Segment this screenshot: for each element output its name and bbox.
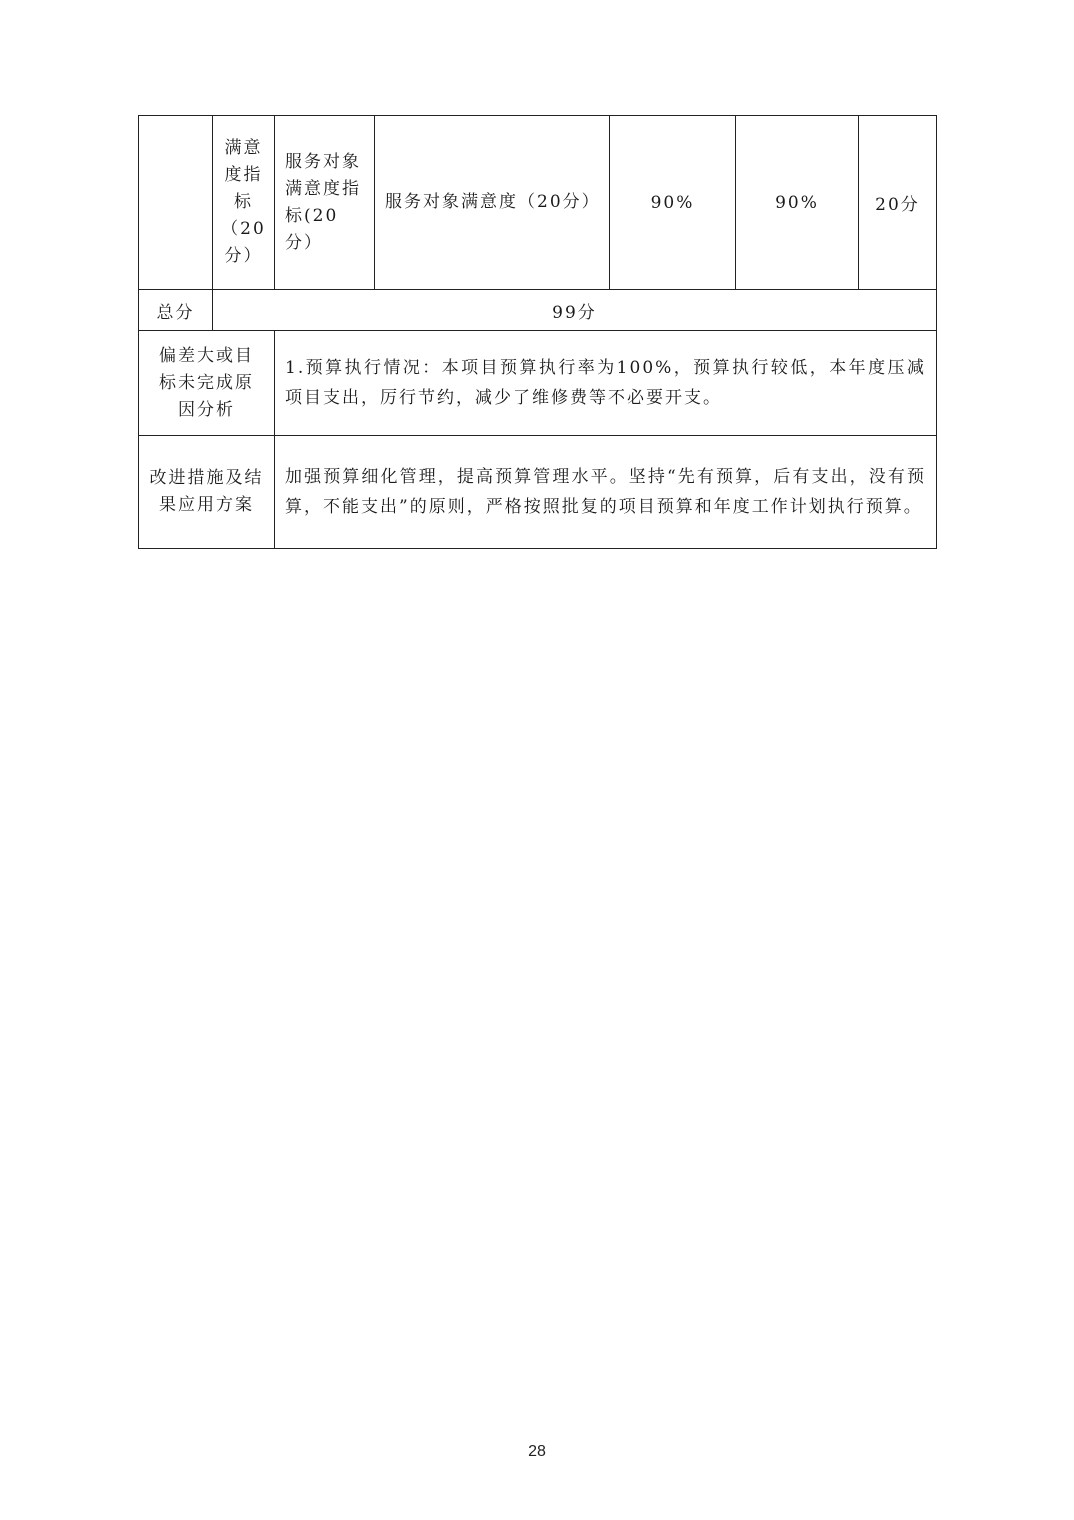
level2-indicator-cell: 满意度指标（20分） bbox=[213, 116, 275, 290]
improvement-label: 改进措施及结果应用方案 bbox=[139, 436, 275, 549]
total-value: 99分 bbox=[213, 290, 937, 331]
target-value-cell: 90% bbox=[610, 116, 736, 290]
deviation-row bbox=[139, 331, 937, 436]
score-cell: 20分 bbox=[859, 116, 937, 290]
level1-indicator-cell bbox=[139, 116, 213, 290]
improvement-row bbox=[139, 436, 937, 549]
level3-indicator-cell: 服务对象满意度指标(20分） bbox=[275, 116, 375, 290]
satisfaction-row bbox=[139, 116, 937, 290]
page-number: 28 bbox=[528, 1443, 546, 1460]
actual-value-cell: 90% bbox=[736, 116, 859, 290]
improvement-content: 加强预算细化管理，提高预算管理水平。坚持“先有预算，后有支出，没有预算，不能支出”的原则，严格按照批复的项目预算和年度工作计划执行预算。 bbox=[275, 436, 937, 549]
deviation-label: 偏差大或目标未完成原因分析 bbox=[139, 331, 275, 436]
deviation-content: 1.预算执行情况：本项目预算执行率为100%，预算执行较低，本年度压减项目支出，厉行节约，减少了维修费等不必要开支。 bbox=[275, 331, 937, 436]
total-row bbox=[139, 290, 937, 331]
total-label: 总分 bbox=[139, 290, 213, 331]
performance-table bbox=[138, 115, 937, 549]
indicator-name-cell: 服务对象满意度（20分） bbox=[375, 116, 610, 290]
